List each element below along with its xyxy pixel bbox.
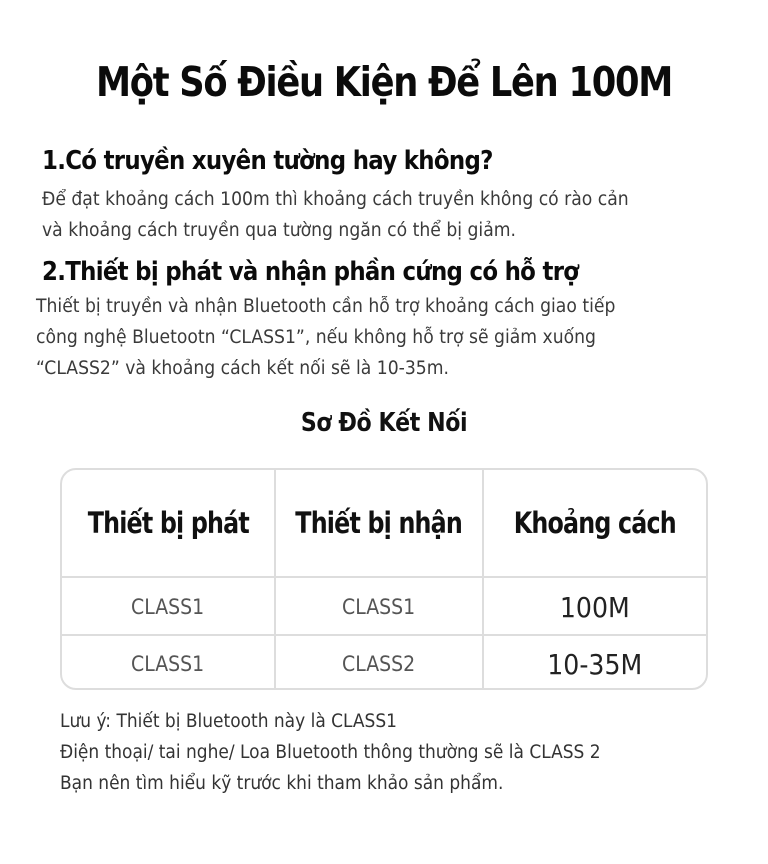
header-cell-transmitter xyxy=(62,470,276,576)
section2-heading: 2.Thiết bị phát và nhận phần cứng có hỗ trợ xyxy=(42,257,579,287)
table-cell xyxy=(276,636,484,690)
section1-text xyxy=(42,184,629,246)
cell-value: CLASS1 xyxy=(342,595,416,619)
table-cell xyxy=(62,578,276,636)
header-label: Thiết bị nhận xyxy=(295,506,463,540)
note-line: Điện thoại/ tai nghe/ Loa Bluetooth thông thường sẽ là CLASS 2 xyxy=(60,742,601,763)
section2-line: Thiết bị truyền và nhận Bluetooth cần hỗ trợ khoảng cách giao tiếp xyxy=(36,296,616,317)
section2-text xyxy=(36,291,615,384)
note-line: Lưu ý: Thiết bị Bluetooth này là CLASS1 xyxy=(60,711,397,732)
cell-value: CLASS1 xyxy=(131,652,205,676)
header-label: Khoảng cách xyxy=(513,506,677,540)
note-line: Bạn nên tìm hiểu kỹ trước khi tham khảo sản phẩm. xyxy=(60,773,504,794)
table-cell xyxy=(62,636,276,690)
section2-line: “CLASS2” và khoảng cách kết nối sẽ là 10-35m. xyxy=(36,358,449,379)
section1-heading: 1.Có truyền xuyên tường hay không? xyxy=(42,146,493,176)
cell-value: CLASS2 xyxy=(342,652,416,676)
table-cell xyxy=(484,636,706,690)
section1-line: Để đạt khoảng cách 100m thì khoảng cách truyền không có rào cản xyxy=(42,189,629,210)
cell-value: CLASS1 xyxy=(131,595,205,619)
table-title: Sơ Đồ Kết Nối xyxy=(300,408,468,438)
header-cell-distance xyxy=(484,470,706,576)
header-cell-receiver xyxy=(276,470,484,576)
table-row xyxy=(62,634,706,690)
section1-line: và khoảng cách truyền qua tường ngăn có thể bị giảm. xyxy=(42,220,516,241)
table-cell xyxy=(276,578,484,636)
table-header-row xyxy=(62,470,706,576)
header-label: Thiết bị phát xyxy=(87,506,249,540)
cell-value: 10-35M xyxy=(547,647,643,681)
connection-table xyxy=(60,468,708,690)
section2-line: công nghệ Bluetootn “CLASS1”, nếu không hỗ trợ sẽ giảm xuống xyxy=(36,327,596,348)
notes xyxy=(60,706,601,799)
table-cell xyxy=(484,578,706,636)
page-title: Một Số Điều Kiện Để Lên 100M xyxy=(95,58,673,106)
table-row xyxy=(62,576,706,636)
cell-value: 100M xyxy=(560,590,630,624)
